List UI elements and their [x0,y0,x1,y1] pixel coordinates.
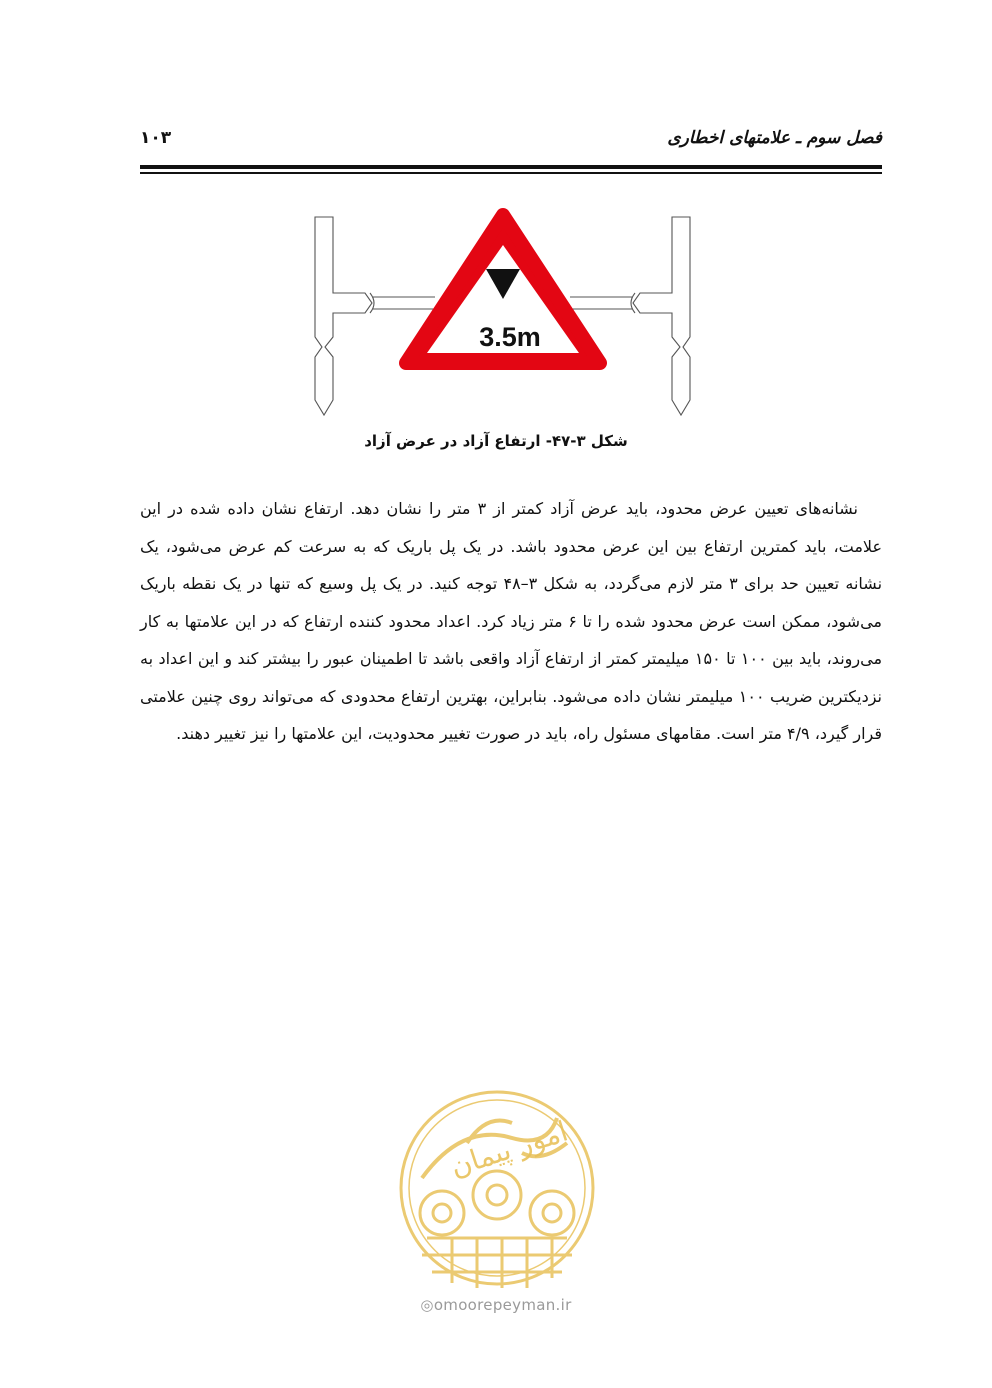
header-rule-thin [140,172,882,174]
chapter-title: فصل سوم ـ علامتهای اخطاری [667,128,882,148]
watermark-url [0,1296,992,1314]
right-pier [633,217,690,415]
left-pier [315,217,372,415]
figure-bridge-sign [300,205,710,420]
instagram-icon: ◎ [420,1296,434,1314]
sign-text: 3.5m [479,322,541,352]
watermark-logo [392,1083,602,1293]
watermark-url-text: omoorepeyman.ir [433,1296,572,1314]
page-number: ۱۰۳ [140,128,172,148]
body-paragraph: نشانه‌های تعیین عرض محدود، باید عرض آزاد کمتر از ۳ متر را نشان دهد. ارتفاع نشان داده شده در این علامت، باید کمترین ارتفاع بین این عرض محدود باشد. در یک پل باریک که به سرعت کم عرض می‌شود، یک نشانه تعیین حد برای ۳ متر لازم می‌گردد، به شکل ۳–۴۸ توجه کنید. در یک پل وسیع که تنها در یک نقطه باریک می‌شود، ممکن است عرض محدود شده را تا ۶ متر زیاد کرد. اعداد محدود کننده ارتفاع که در این علامتها به کار می‌روند، باید بین ۱۰۰ تا ۱۵۰ میلیمتر کمتر از ارتفاع آزاد واقعی باشد تا اطمینان عبور را بیشتر کند و این اعداد به نزدیکترین ضریب ۱۰۰ میلیمتر نشان داده می‌شود. بنابراین، بهترین ارتفاع محدودی که می‌تواند روی چنین علامتی قرار گیرد، ۴/۹ متر است. مقامهای مسئول راه، باید در صورت تغییر محدودیت، این علامتها را نیز تغییر دهند. [140,499,883,743]
figure-caption: شکل ۳-۴۷- ارتفاع آزاد در عرض آزاد [364,432,628,450]
header-rule-thick [140,165,882,169]
watermark-logo-text: امور پیمان [446,1114,572,1184]
